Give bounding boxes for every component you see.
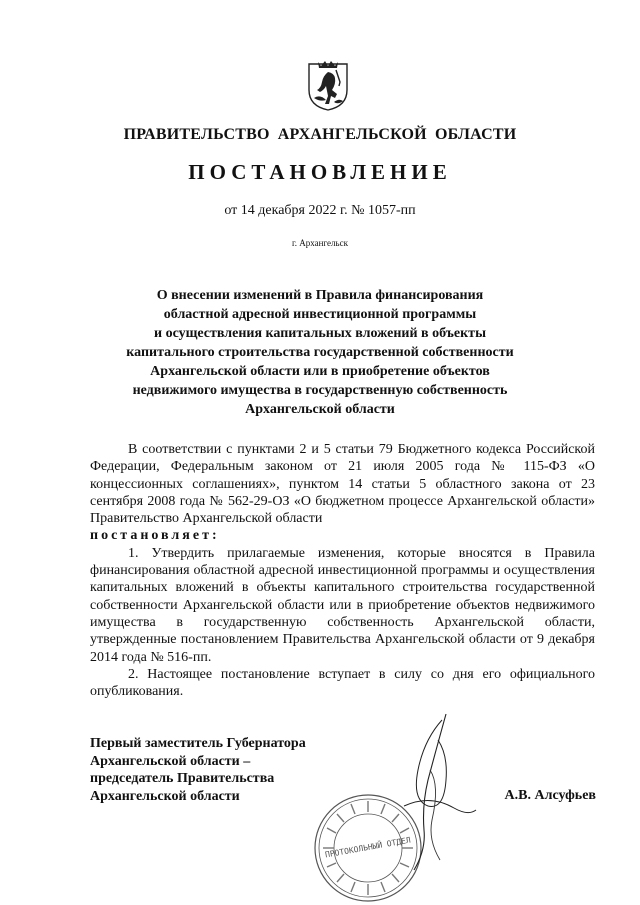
signer-position-line: Архангельской области (90, 788, 240, 804)
preamble-paragraph (90, 441, 595, 545)
document-body (90, 441, 595, 700)
subject-line: областной адресной инвестиционной программы (163, 307, 477, 322)
subject-line: и осуществления капитальных вложений в объекты (154, 326, 486, 341)
signer-position-line: Первый заместитель Губернатора (90, 736, 306, 751)
document-city: г. Архангельск (292, 238, 348, 248)
coat-of-arms-icon (306, 60, 350, 112)
signer-position (90, 735, 350, 805)
stamp-text: ПРОТОКОЛЬНЫЙ ОТДЕЛ (324, 835, 412, 860)
document-type-heading: ПОСТАНОВЛЕНИЕ (188, 160, 452, 184)
item-2-paragraph: 2. Настоящее постановление вступает в силу со дня его официального опубликования. (90, 666, 595, 700)
subject-line: Архангельской области или в приобретение объектов (150, 364, 490, 379)
subject-line: капитального строительства государственной собственности (126, 345, 514, 360)
signer-position-line: председатель Правительства (90, 771, 275, 787)
subject-line: О внесении изменений в Правила финансирования (156, 288, 484, 303)
signer-name: А.В. Алсуфьев (504, 788, 596, 803)
subject-line: Архангельской области (245, 402, 395, 417)
document-subject (110, 286, 530, 419)
handwritten-signature-icon (384, 710, 484, 880)
document-date-number: от 14 декабря 2022 г. № 1057-пп (224, 203, 416, 218)
item-1-paragraph: 1. Утвердить прилагаемые изменения, которые вносятся в Правила финансирования областной адресной инвестиционной программы и осуществления капитальных вложений в объекты капитального строительства государственной собственности Архангельской области или в приобретение объектов недвижимого имущества в государственную собственность Архангельской области, утвержденные постановлением Правительства Архангельской области от 9 декабря 2014 года № 516-пп. (90, 545, 595, 665)
subject-line: недвижимого имущества в государственную собственность (132, 383, 508, 398)
government-title: ПРАВИТЕЛЬСТВО АРХАНГЕЛЬСКОЙ ОБЛАСТИ (123, 126, 517, 143)
resolves-word: постановляет: (90, 528, 220, 544)
preamble-text: В соответствии с пунктами 2 и 5 статьи 79 Бюджетного кодекса Российской Федерации, Федеральным законом от 21 июля 2005 года № 115-ФЗ «О концессионных соглашениях», пунктом 14 статьи 5 областного закона от 23 сентября 2008 года № 562-29-ОЗ «О бюджетном процессе Архангельской области» Правительство Архангельской области (90, 442, 595, 527)
signer-position-line: Архангельской области – (90, 753, 251, 769)
